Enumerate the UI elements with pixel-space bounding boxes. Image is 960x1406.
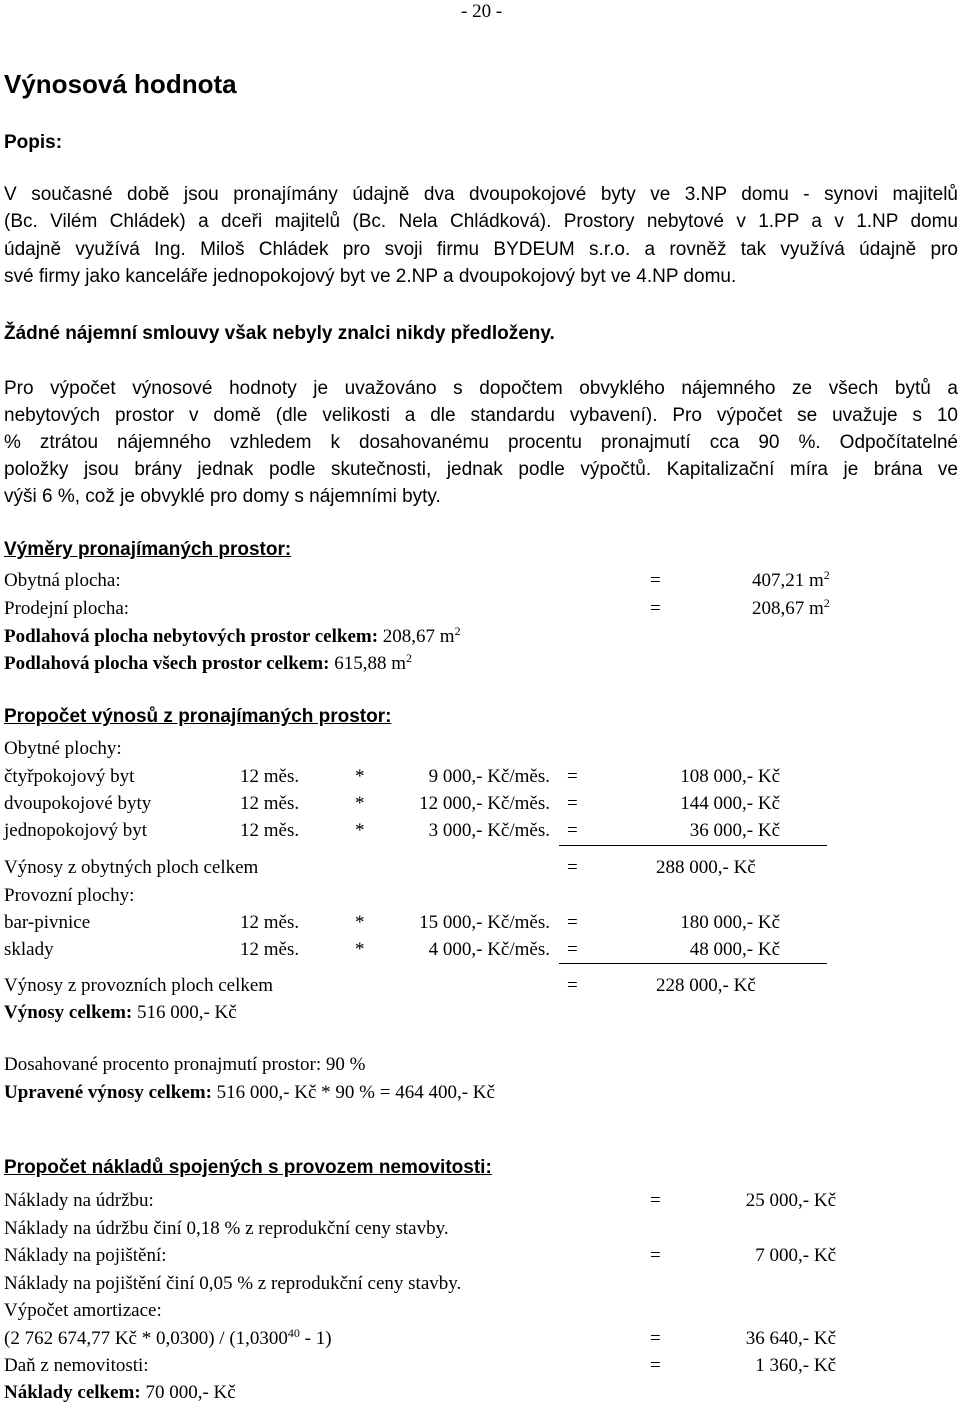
- residential-total-eq: =: [567, 857, 578, 878]
- residential-row-eq: =: [567, 766, 578, 787]
- residential-sum-rule: [559, 845, 827, 846]
- method-line: nebytových prostor v domě (dle velikosti a dle standardu vybavení). Pro výpočet se uvažuje s 10: [4, 405, 958, 426]
- tax-label: Daň z nemovitosti:: [4, 1355, 149, 1376]
- residential-row-amount: 144 000,- Kč: [680, 793, 780, 814]
- insurance-eq: =: [650, 1245, 661, 1266]
- occupancy-text: Dosahované procento pronajmutí prostor: 90 %: [4, 1054, 366, 1075]
- residential-total-label: Výnosy z obytných ploch celkem: [4, 857, 259, 878]
- residential-row-op: *: [355, 793, 365, 814]
- residential-row-months: 12 měs.: [240, 820, 300, 841]
- popis-line: V současné době jsou pronajímány údajně dva dvoupokojové byty ve 3.NP domu - synovi majitelů: [4, 184, 958, 205]
- costs-heading: Propočet nákladů spojených s provozem nemovitosti:: [4, 1157, 492, 1178]
- operating-row-name: bar-pivnice: [4, 912, 91, 933]
- operating-total-amount: 228 000,- Kč: [656, 975, 756, 996]
- method-line: položky jsou brány jednak podle skutečnosti, jednak podle výpočtů. Kapitalizační míra je brána ve: [4, 459, 958, 480]
- prodejni-eq: =: [650, 598, 661, 619]
- adjusted-income: Upravené výnosy celkem: 516 000,- Kč * 90 % = 464 400,- Kč: [4, 1082, 495, 1103]
- prodejni-value: 208,67 $m^2$: [752, 596, 830, 619]
- operating-sum-rule: [559, 963, 827, 964]
- maintenance-eq: =: [650, 1190, 661, 1211]
- residential-total-amount: 288 000,- Kč: [656, 857, 756, 878]
- popis-line: údajně využívá Ing. Miloš Chládek pro svoji firmu BYDEUM s.r.o. a rovněž tak využívá údajně pro: [4, 239, 958, 260]
- maintenance-amount: 25 000,- Kč: [745, 1190, 836, 1211]
- areas-heading: Výměry pronajímaných prostor:: [4, 539, 292, 560]
- popis-line: své firmy jako kanceláře jednopokojový byt ve 2.NP a dvoupokojový byt ve 4.NP domu.: [4, 266, 737, 287]
- amortization-formula: (2 762 674,77 Kč * 0,0300) / (1,0300$^{40}$ - 1): [4, 1326, 332, 1349]
- residential-row-name: dvoupokojové byty: [4, 793, 152, 814]
- amortization-amount: 36 640,- Kč: [745, 1328, 836, 1349]
- method-line: výši 6 %, což je obvyklé pro domy s nájemními byty.: [4, 486, 441, 507]
- amortization-label: Výpočet amortizace:: [4, 1300, 162, 1321]
- operating-row-name: sklady: [4, 939, 54, 960]
- residential-row-eq: =: [567, 820, 578, 841]
- popis-line: (Bc. Vilém Chládek) a dceři majitelů (Bc. Nela Chládková). Prostory nebytové v 1.PP a v 1.NP domu: [4, 211, 958, 232]
- residential-row-op: *: [355, 766, 365, 787]
- operating-row-rate: 4 000,- Kč/měs.: [428, 939, 550, 960]
- prodejni-label: Prodejní plocha:: [4, 598, 130, 619]
- income-total: Výnosy celkem: 516 000,- Kč: [4, 1002, 237, 1023]
- operating-row-amount: 48 000,- Kč: [689, 939, 780, 960]
- amortization-eq: =: [650, 1328, 661, 1349]
- obytna-eq: =: [650, 570, 661, 591]
- maintenance-label: Náklady na údržbu:: [4, 1190, 154, 1211]
- income-heading: Propočet výnosů z pronajímaných prostor:: [4, 706, 392, 727]
- residential-row-months: 12 měs.: [240, 793, 300, 814]
- residential-row-name: čtyřpokojový byt: [4, 766, 135, 787]
- residential-row-rate: 9 000,- Kč/měs.: [428, 766, 550, 787]
- popis-heading: Popis:: [4, 132, 63, 153]
- operating-row-rate: 15 000,- Kč/měs.: [419, 912, 550, 933]
- residential-row-amount: 36 000,- Kč: [689, 820, 780, 841]
- residential-row-rate: 3 000,- Kč/měs.: [428, 820, 550, 841]
- warning-text: Žádné nájemní smlouvy však nebyly znalci nikdy předloženy.: [4, 323, 555, 344]
- insurance-note: Náklady na pojištění činí 0,05 % z reprodukční ceny stavby.: [4, 1273, 462, 1294]
- tax-amount: 1 360,- Kč: [755, 1355, 836, 1376]
- page-number: - 20 -: [461, 1, 503, 22]
- operating-row-amount: 180 000,- Kč: [680, 912, 780, 933]
- insurance-amount: 7 000,- Kč: [755, 1245, 836, 1266]
- residential-heading: Obytné plochy:: [4, 738, 122, 759]
- method-line: % ztrátou nájemného vzhledem k dosahovanému procentu pronajmutí cca 90 %. Odpočítatelné: [4, 432, 958, 453]
- operating-row-eq: =: [567, 939, 578, 960]
- residential-row-eq: =: [567, 793, 578, 814]
- residential-row-name: jednopokojový byt: [4, 820, 148, 841]
- operating-row-eq: =: [567, 912, 578, 933]
- method-line: Pro výpočet výnosové hodnoty je uvažováno s dopočtem obvyklého nájemného ze všech bytů a: [4, 378, 958, 399]
- tax-eq: =: [650, 1355, 661, 1376]
- vsech-total: Podlahová plocha všech prostor celkem: 615,88 $m^2$: [4, 651, 412, 674]
- operating-total-label: Výnosy z provozních ploch celkem: [4, 975, 274, 996]
- maintenance-note: Náklady na údržbu činí 0,18 % z reprodukční ceny stavby.: [4, 1218, 449, 1239]
- obytna-label: Obytná plocha:: [4, 570, 121, 591]
- operating-row-op: *: [355, 912, 365, 933]
- costs-total: Náklady celkem: 70 000,- Kč: [4, 1382, 236, 1403]
- operating-row-months: 12 měs.: [240, 912, 300, 933]
- nebytove-total: Podlahová plocha nebytových prostor celkem: 208,67 $m^2$: [4, 624, 461, 647]
- page-title: Výnosová hodnota: [4, 69, 237, 99]
- operating-row-op: *: [355, 939, 365, 960]
- obytna-value: 407,21 $m^2$: [752, 568, 830, 591]
- operating-total-eq: =: [567, 975, 578, 996]
- operating-heading: Provozní plochy:: [4, 885, 135, 906]
- residential-row-months: 12 měs.: [240, 766, 300, 787]
- residential-row-op: *: [355, 820, 365, 841]
- residential-row-amount: 108 000,- Kč: [680, 766, 780, 787]
- operating-row-months: 12 měs.: [240, 939, 300, 960]
- residential-row-rate: 12 000,- Kč/měs.: [419, 793, 550, 814]
- insurance-label: Náklady na pojištění:: [4, 1245, 167, 1266]
